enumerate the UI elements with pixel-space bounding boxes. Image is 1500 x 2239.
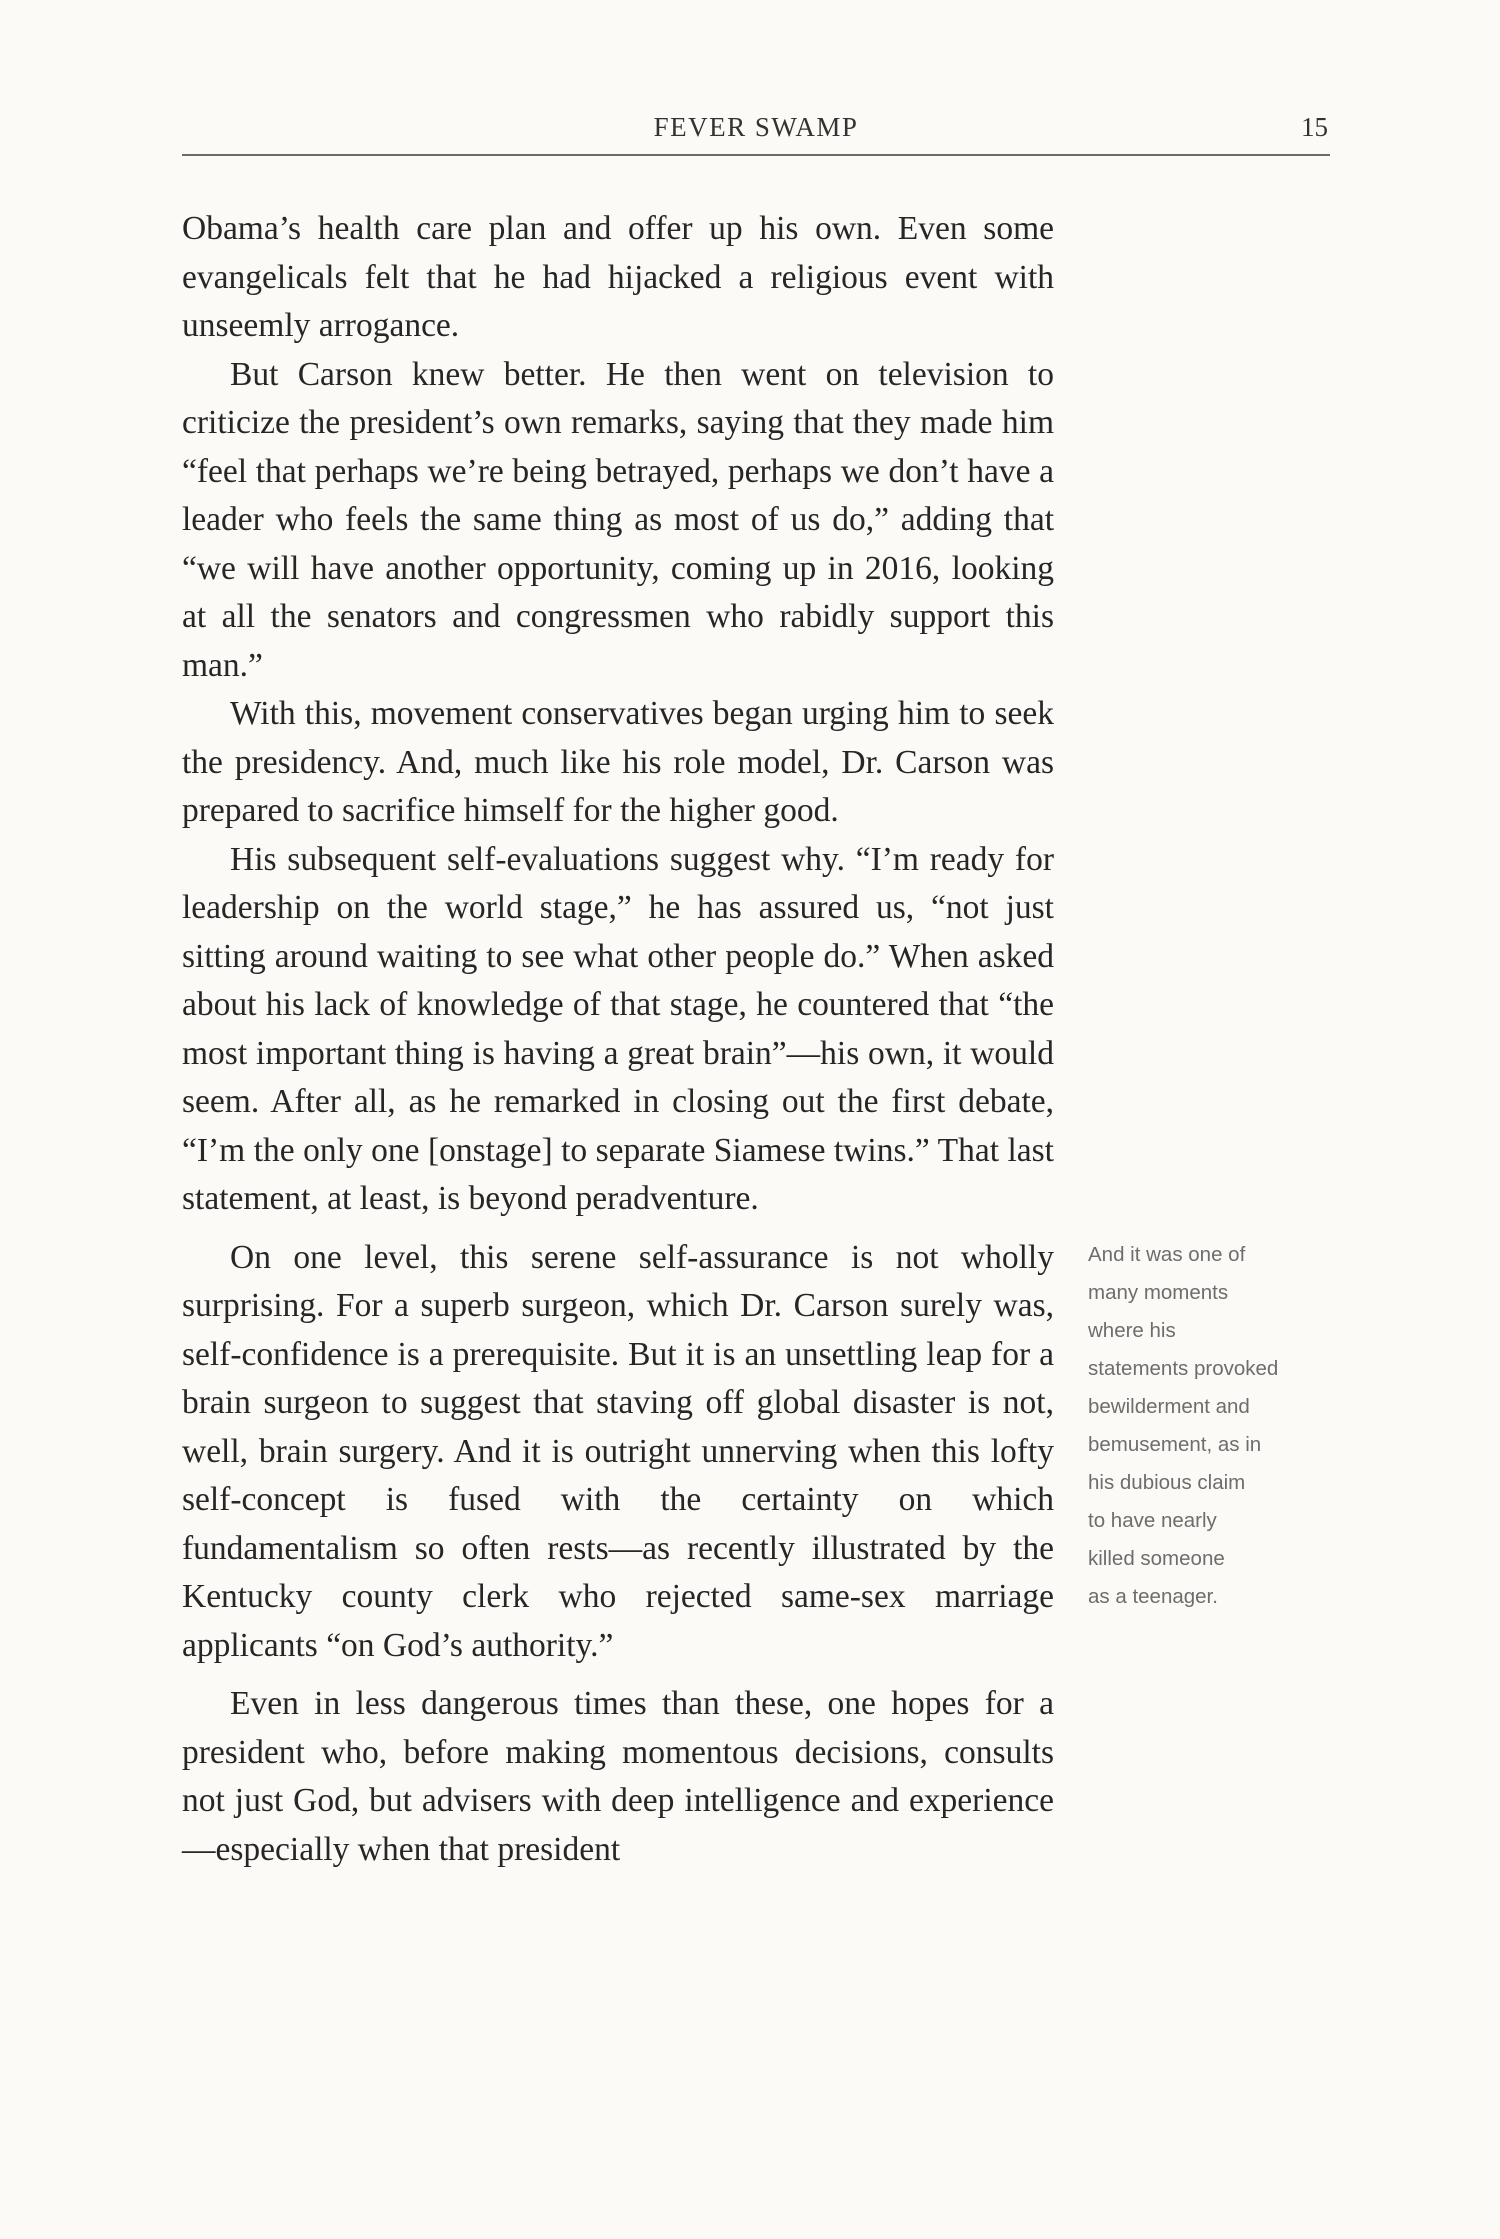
margin-note-line: And it was one of — [1088, 1243, 1246, 1266]
page-number: 15 — [1301, 112, 1328, 142]
header-rule — [182, 154, 1330, 156]
running-head — [182, 108, 1330, 148]
margin-note-line: bewilderment and — [1088, 1395, 1250, 1418]
margin-note-line: to have nearly — [1088, 1509, 1217, 1532]
margin-note-line: his dubious claim — [1088, 1471, 1246, 1494]
paragraph: But Carson knew better. He then went on television to criticize the president’s own remarks, saying that they made him “feel that perhaps we’re being betrayed, perhaps we don’t have a leader who feels the same thing as most of us do,” adding that “we will have another opportunity, coming up in 2016, looking at all the senators and congressmen who rabidly support this man.” — [182, 355, 1054, 684]
running-title: FEVER SWAMP — [653, 112, 859, 142]
paragraph: Obama’s health care plan and offer up his own. Even some evangelicals felt that he had hijacked a religious event with unseemly arrogance. — [182, 210, 1054, 344]
margin-note-line: statements provoked — [1088, 1357, 1279, 1380]
margin-note-line: many moments — [1088, 1281, 1229, 1304]
margin-note-line: killed someone — [1088, 1547, 1225, 1570]
paragraph: On one level, this serene self-assurance is not wholly surprising. For a superb surgeon, which Dr. Carson surely was, self-confidence is a prerequisite. But it is an unsettling leap for a brain surgeon to suggest that staving off global disaster is not, well, brain surgery. And it is outright unnerving when this lofty self-concept is fused with the certainty on which fundamentalism so often rests—as recently illustrated by the Kentucky county clerk who rejected same-sex marriage applicants “on God’s authority.” — [182, 1238, 1054, 1664]
margin-annotation — [1088, 1236, 1348, 1616]
body-text — [182, 205, 1054, 1874]
paragraph: With this, movement conservatives began urging him to seek the presidency. And, much like his role model, Dr. Carson was prepared to sacrifice himself for the higher good. — [182, 695, 1054, 829]
margin-note-line: where his — [1088, 1319, 1176, 1342]
paragraph: His subsequent self-evaluations suggest why. “I’m ready for leadership on the world stage,” he has assured us, “not just sitting around waiting to see what other people do.” When asked about his lack of knowledge of that stage, he countered that “the most important thing is having a great brain”—his own, it would seem. After all, as he remarked in closing out the first debate, “I’m the only one [onstage] to separate Siamese twins.” That last statement, at least, is beyond peradventure. — [182, 840, 1054, 1217]
paragraph: Even in less dangerous times than these, one hopes for a president who, before making momentous decisions, consults not just God, but advisers with deep intelligence and experience—especially when that president — [182, 1685, 1054, 1868]
margin-note-line: bemusement, as in — [1088, 1433, 1262, 1456]
margin-note-line: as a teenager. — [1088, 1585, 1218, 1608]
